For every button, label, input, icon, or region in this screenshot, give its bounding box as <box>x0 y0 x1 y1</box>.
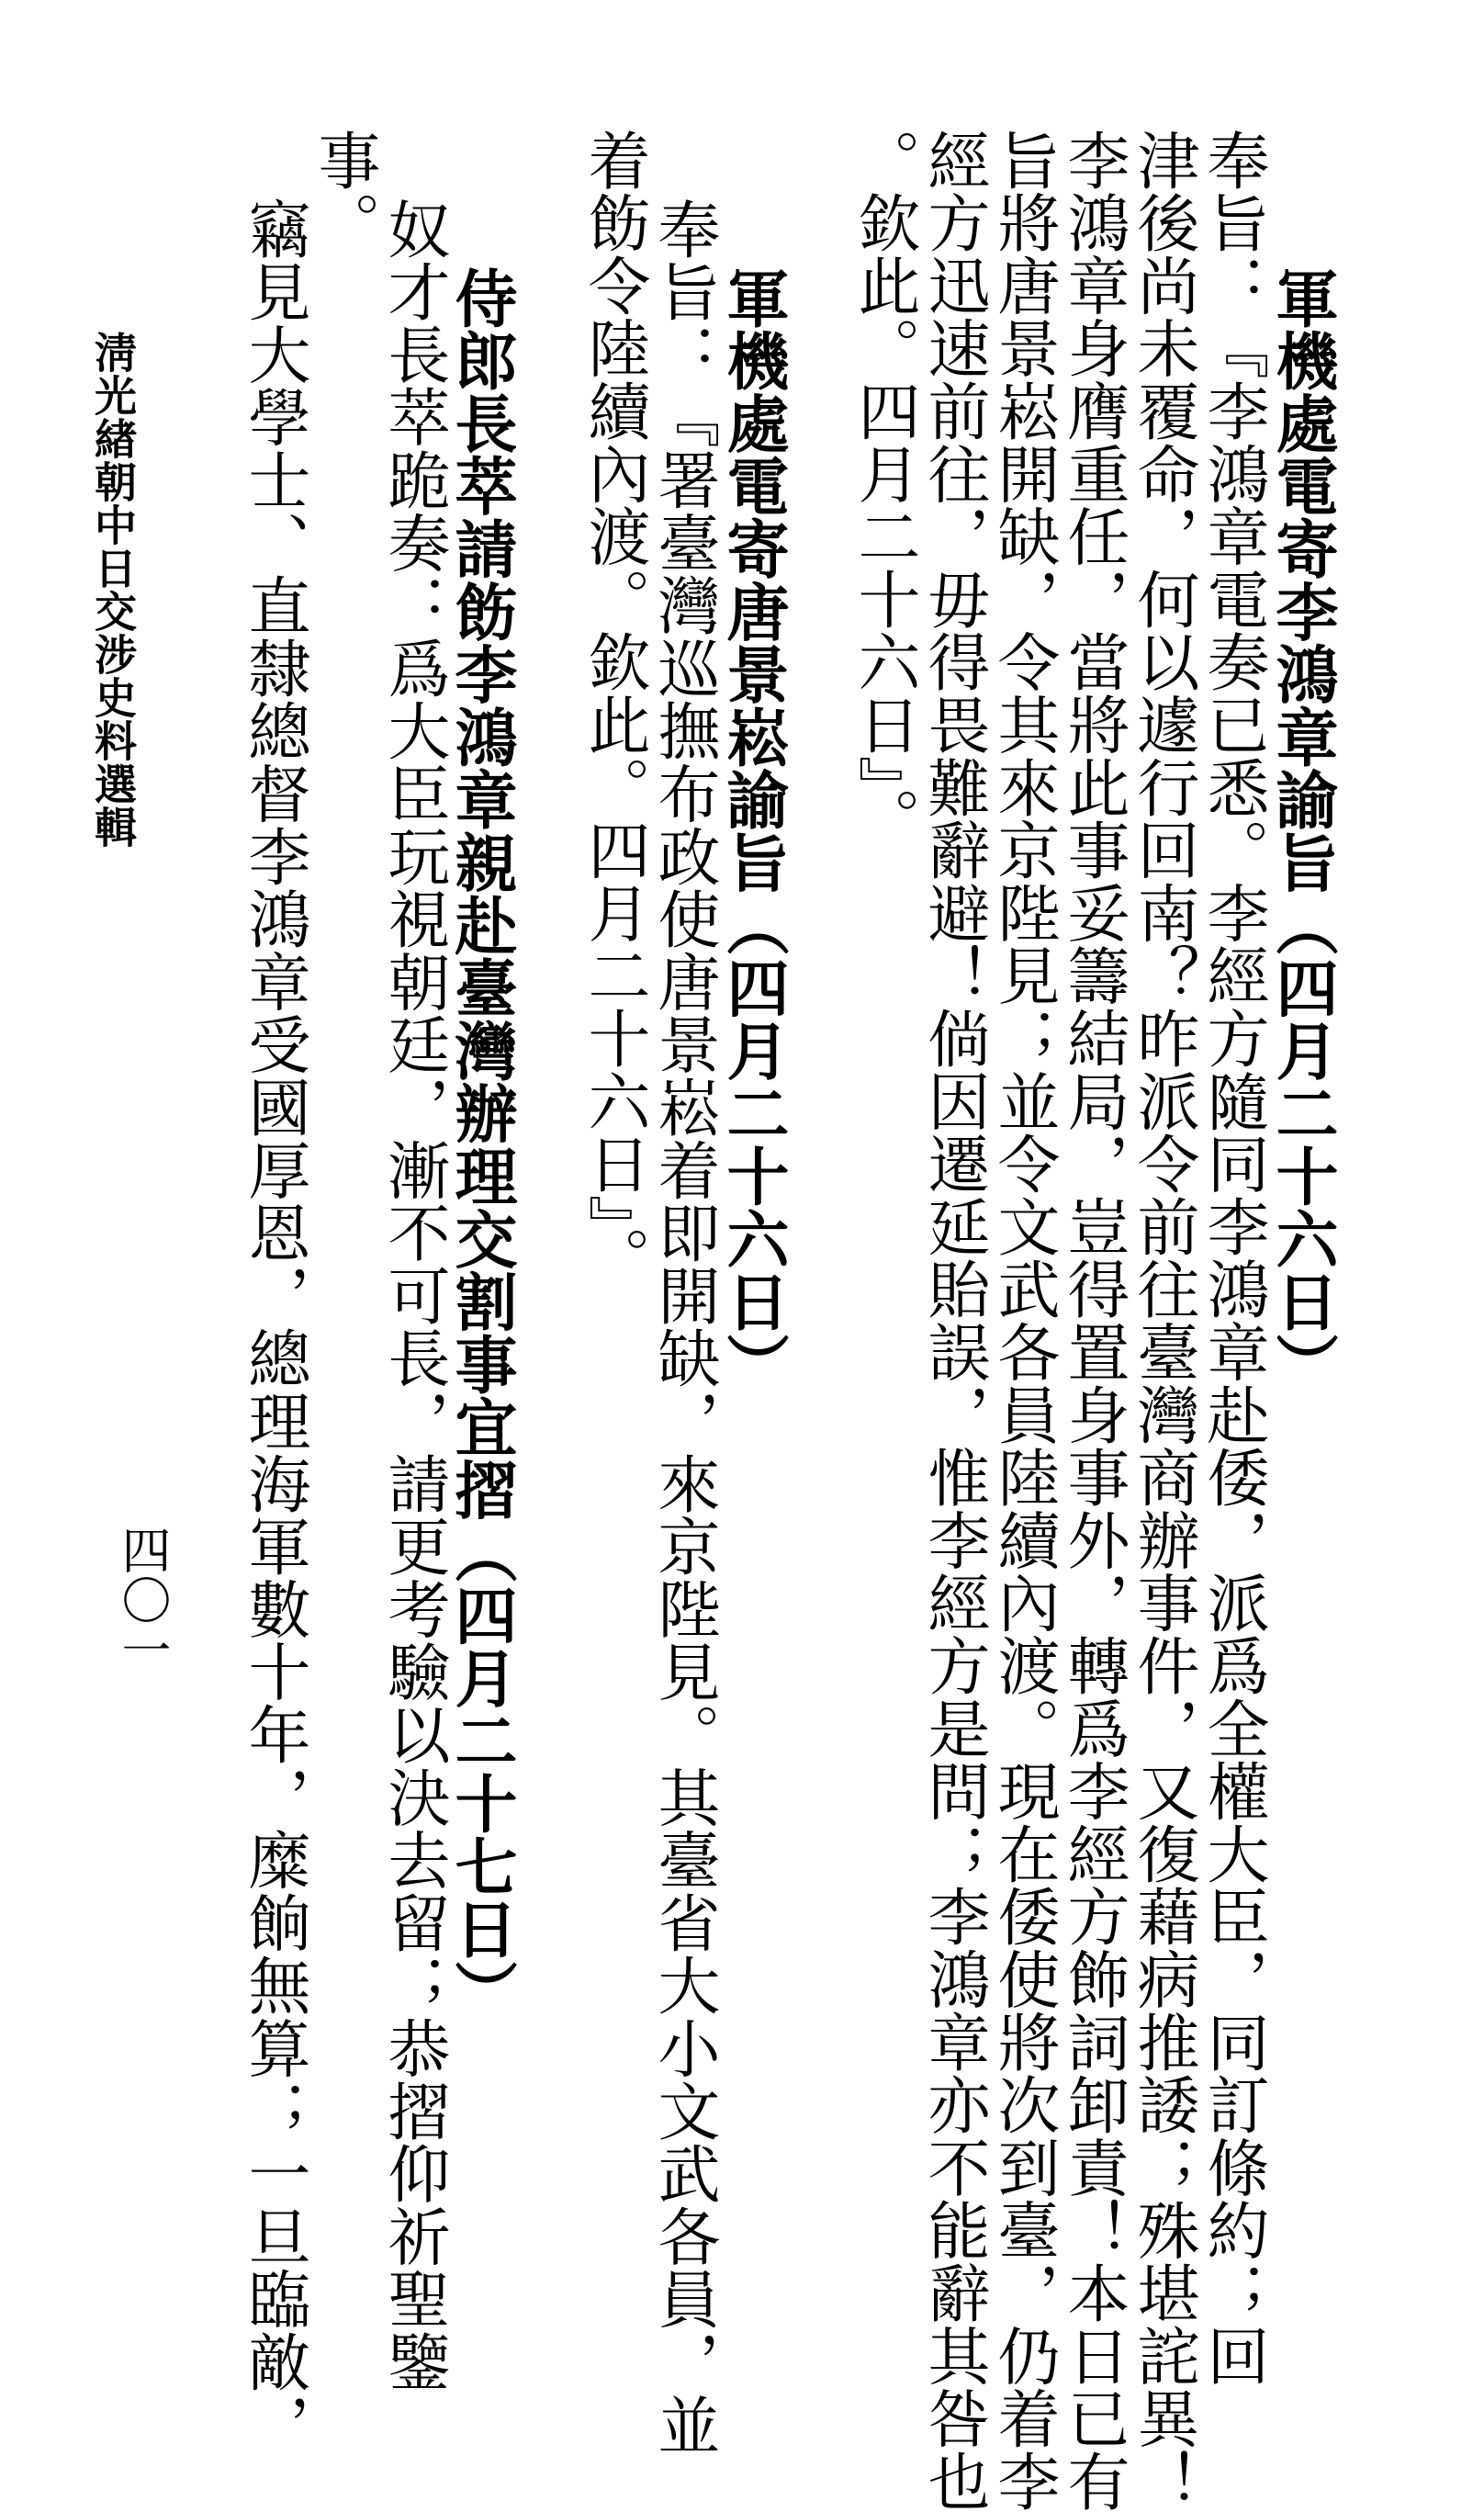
heading-li-hongzhang-edict: 軍機處電寄李鴻章諭旨（四月二十六日） <box>1265 266 1339 1396</box>
text-column-1: 奉旨：『李鴻章電奏已悉。李經方隨同李鴻章赴倭，派爲全權大臣，同訂條約；回 <box>1197 129 1269 2387</box>
text-column-2: 津後尚未覆命，何以遽行回南？昨派令前往臺灣商辦事件，又復藉病推諉；殊堪詫異！ <box>1127 129 1199 2512</box>
text-column-5: 經方迅速前往，毋得畏難辭避！倘因遷延貽誤，惟李經方是問；李鴻章亦不能辭其咎也 <box>917 129 990 2512</box>
heading-changcui-memorial: 侍郎長萃請飭李鴻章親赴臺灣辦理交割事宜摺（四月二十七日） <box>444 266 518 2023</box>
text-column-6: 。欽此。四月二十六日』。 <box>848 129 920 850</box>
footer-book-title: 淸光緖朝中日交涉史料選輯 <box>88 331 138 849</box>
text-column-9: 着飭令陸續內渡。欽此。四月二十六日』。 <box>578 129 650 1290</box>
text-column-3: 李鴻章身膺重任，當將此事妥籌結局，豈得置身事外，轉爲李經方飾詞卸責！本日已有 <box>1057 129 1130 2512</box>
text-column-13: 竊見大學士、直隸總督李鴻章受國厚恩，總理海軍數十年，糜餉無算；一旦臨敵， <box>238 197 310 2456</box>
text-column-4: 旨將唐景崧開缺，令其來京陛見；並令文武各員陸續內渡。現在倭使將次到臺，仍着李 <box>987 129 1060 2512</box>
text-column-11: 奴才長萃跪奏：爲大臣玩視朝廷，漸不可長，請更考驗以決去留；恭摺仰祈聖鑒 <box>377 197 450 2394</box>
text-column-8: 奉旨：『署臺灣巡撫布政使唐景崧着即開缺，來京陛見。其臺省大小文武各員，並 <box>647 197 720 2456</box>
text-column-12: 事。 <box>308 129 380 254</box>
page-number: 四〇一 <box>114 1525 172 1674</box>
heading-tang-jingsong-edict: 軍機處電寄唐景崧諭旨（四月二十六日） <box>716 266 790 1396</box>
